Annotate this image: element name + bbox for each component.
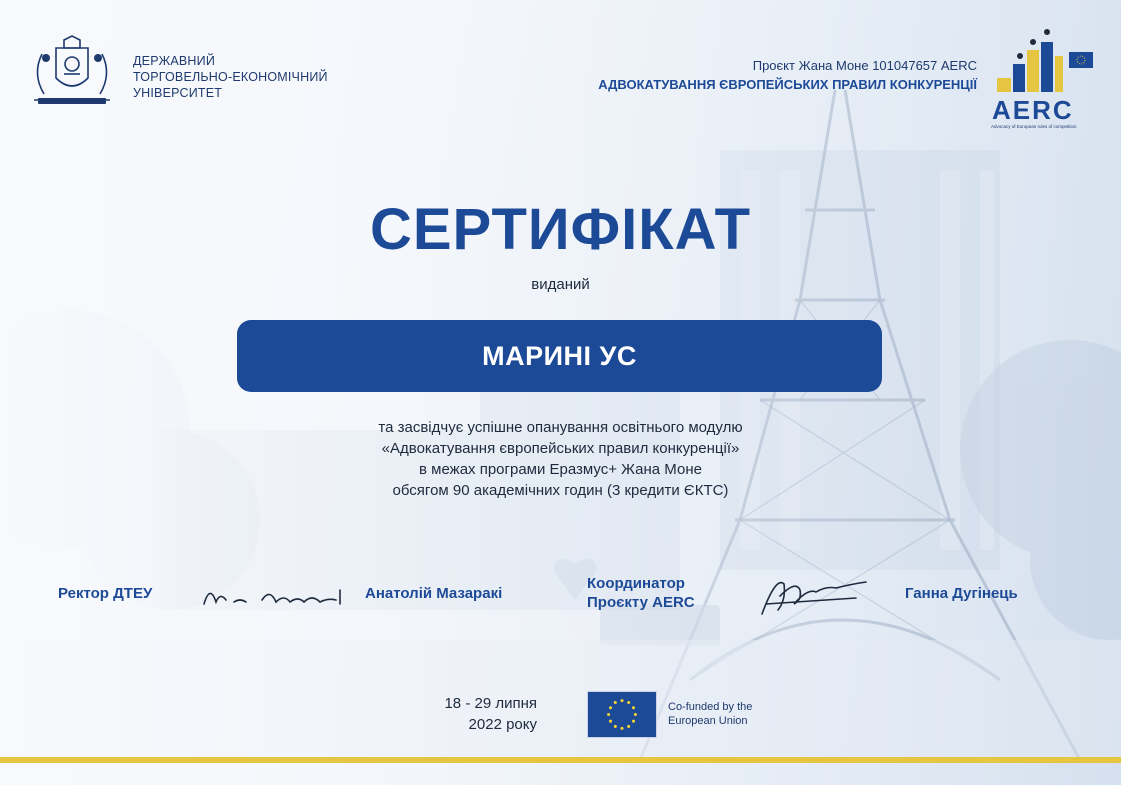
coordinator-title [587,574,695,612]
rector-name: Анатолій Мазаракі [365,585,503,602]
eu-text-line: European Union [668,715,748,727]
coordinator-name: Ганна Дугінець [905,585,1018,602]
date-line: 2022 року [468,716,537,733]
university-name [133,53,328,101]
university-name-line: УНІВЕРСИТЕТ [133,86,223,100]
certificate-date [380,693,537,735]
university-name-line: ДЕРЖАВНИЙ [133,54,216,68]
coordinator-title-line: Координатор [587,575,685,592]
certificate-body [0,417,1121,501]
eu-flag-icon [587,691,657,738]
body-line: в межах програми Еразмус+ Жана Моне [419,461,702,478]
bottom-accent-bar [0,757,1121,763]
university-name-line: ТОРГОВЕЛЬНО-ЕКОНОМІЧНИЙ [133,70,328,84]
coordinator-title-line: Проєкту AERC [587,594,695,611]
aerc-logo-text: AERC [992,95,1074,125]
coordinator-signature [756,570,872,620]
issued-label: виданий [531,276,590,293]
eu-cofunded-text [668,700,752,728]
recipient-name: МАРИНІ УС [482,340,637,371]
project-title: АДВОКАТУВАННЯ ЄВРОПЕЙСЬКИХ ПРАВИЛ КОНКУРЕНЦІЇ [598,77,977,92]
project-id-line: Проєкт Жана Моне 101047657 AERC [752,58,977,73]
body-line: «Адвокатування європейських правил конкуренції» [381,440,740,457]
body-line: та засвідчує успішне опанування освітнього модулю [378,419,743,436]
date-line: 18 - 29 липня [444,695,537,712]
body-line: обсягом 90 академічних годин (3 кредити ЄКТС) [392,482,729,499]
certificate-title: СЕРТИФІКАТ [369,197,752,262]
aerc-logo-subtitle: Advocacy of European rules of competition [991,124,1077,129]
rector-title: Ректор ДТЕУ [58,585,153,602]
eu-text-line: Co-funded by the [668,701,753,713]
recipient-banner [237,320,882,392]
university-coat-of-arms-icon [24,34,120,108]
rector-signature [200,580,348,614]
